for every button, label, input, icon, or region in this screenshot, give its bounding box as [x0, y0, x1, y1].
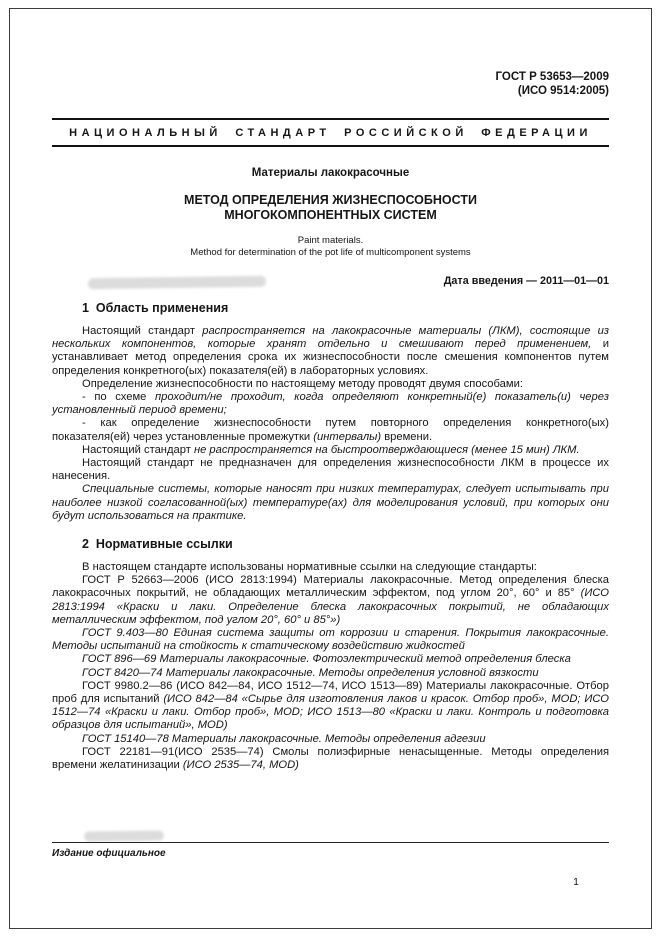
paragraph [52, 391, 609, 417]
effective-date: Дата введения — 2011—01—01 [443, 275, 609, 287]
paragraph [52, 483, 609, 523]
text-run: ГОСТ 8420—74 Материалы лакокрасочные. Методы определения условной вязкости [82, 666, 539, 679]
title-en-line-2: Method for determination of the pot life of multicomponent systems [190, 247, 471, 258]
sections [52, 301, 609, 772]
text-run: Настоящий стандарт [82, 443, 194, 456]
section-heading: 1 Область применения [82, 301, 229, 315]
national-standard-banner: НАЦИОНАЛЬНЫЙ СТАНДАРТ РОССИЙСКОЙ ФЕДЕРАЦИИ [52, 118, 609, 147]
paragraph [52, 680, 609, 733]
text-run: времени. [381, 430, 433, 443]
paragraph [52, 378, 609, 391]
text-run: ГОСТ 9.403—80 Единая система защиты от коррозии и старения. Покрытия лакокрасочные. Методы испытаний на стойкость к статическому воздействию жидкостей [52, 627, 609, 653]
text-run: не распространяется на быстроотверждающиеся (менее 15 мин) ЛКМ. [193, 443, 580, 456]
text-run: Определение жизнеспособности по настоящему методу проводят двумя способами: [82, 377, 523, 390]
paragraph [52, 325, 609, 378]
document-title [52, 193, 609, 223]
text-run: ГОСТ 22181—91(ИСО 2535—74) Смолы полиэфирные ненасыщенные. Методы определения времени желатинизации [52, 745, 609, 772]
text-run: (ИСО 2535—74, MOD) [182, 759, 299, 772]
title-en-line-1: Paint materials. [297, 235, 364, 246]
standard-code-line1: ГОСТ Р 53653—2009 [495, 71, 609, 83]
text-run: - как определение жизнеспособности путем повторного определения конкретного(ых) показателя(ей) через установленные промежутки [52, 417, 609, 443]
text-run: (ИСО 842—84 «Сырье для изготовления лаков и красок. Отбор проб», MOD; ИСО 1512—74 «Краски и лаки. Отбор проб», MOD; ИСО 1513—80 «Краски и лаки. Контроль и подготовка образцов для испытаний», MOD) [52, 693, 610, 732]
title-line-1: МЕТОД ОПРЕДЕЛЕНИЯ ЖИЗНЕСПОСОБНОСТИ [184, 193, 477, 207]
paragraph [52, 746, 609, 772]
text-run: и устанавливает метод определения срока их жизнеспособности после смешения компонентов путем определения конкретного(ых) показателя(ей) в лабораторных условиях. [52, 338, 609, 377]
paragraph [52, 667, 609, 680]
edition-note: Издание официальное [52, 848, 166, 859]
paragraph [52, 627, 609, 653]
text-run: ГОСТ 896—69 Материалы лакокрасочные. Фотоэлектрический метод определения блеска [82, 653, 571, 666]
section [52, 301, 609, 523]
title-line-2: МНОГОКОМПОНЕНТНЫХ СИСТЕМ [224, 208, 437, 222]
text-run: Настоящий стандарт не предназначен для определения жизнеспособности ЛКМ в процессе их нанесения. [52, 457, 609, 483]
document-title-english [52, 235, 609, 259]
paragraph [52, 561, 609, 574]
document-page [9, 8, 652, 929]
paragraph [52, 457, 609, 483]
paragraph [52, 733, 609, 746]
standard-code [52, 71, 609, 98]
paragraph [52, 653, 609, 666]
subject-title: Материалы лакокрасочные [251, 167, 410, 179]
text-run: - по схеме [82, 391, 155, 404]
text-run: ГОСТ 9980.2—86 (ИСО 842—84, ИСО 1512—74, ИСО 1513—89) Материалы лакокрасочные. Отбор проб для испытаний [52, 679, 609, 706]
text-run: В настоящем стандарте использованы нормативные ссылки на следующие стандарты: [82, 561, 537, 574]
page-footer [52, 842, 609, 860]
text-run: ГОСТ 15140—78 Материалы лакокрасочные. Методы определения адгезии [82, 732, 486, 745]
text-run: (ИСО 2813:1994 «Краски и лаки. Определение блеска лакокрасочных покрытий, не обладающих металлическим эффектом, под углом 20°, 60° и 85°») [52, 587, 609, 626]
text-run: Специальные системы, которые наносят при низких температурах, следует испытывать при наиболее низкой согласованной(ых) температуре(ах) для моделирования условий, при которых они будут использоваться на практике. [52, 483, 609, 522]
section [52, 537, 609, 772]
paragraph [52, 417, 609, 443]
section-heading: 2 Нормативные ссылки [82, 537, 233, 552]
standard-code-line2: (ИСО 9514:2005) [517, 84, 609, 97]
paragraph [52, 574, 609, 627]
text-run: проходит/не проходит, когда определяют конкретный(е) показатель(и) через установленный период времени; [52, 391, 609, 417]
scan-artifact [84, 830, 164, 841]
text-run: (интервалы) [313, 430, 382, 443]
text-run: распространяется на лакокрасочные материалы (ЛКМ), состоящие из нескольких компонентов, которые хранят отдельно и смешивают перед применением, [52, 325, 610, 351]
paragraph [52, 444, 609, 457]
document-content [10, 9, 651, 772]
page-number: 1 [573, 876, 579, 888]
text-run: Настоящий стандарт [82, 325, 203, 337]
text-run: ГОСТ Р 52663—2006 (ИСО 2813:1994) Материалы лакокрасочные. Метод определения блеска лакокрасочных покрытий, не обладающих металлическим эффектом, под углом 20°, 60° и 85° [52, 574, 609, 600]
